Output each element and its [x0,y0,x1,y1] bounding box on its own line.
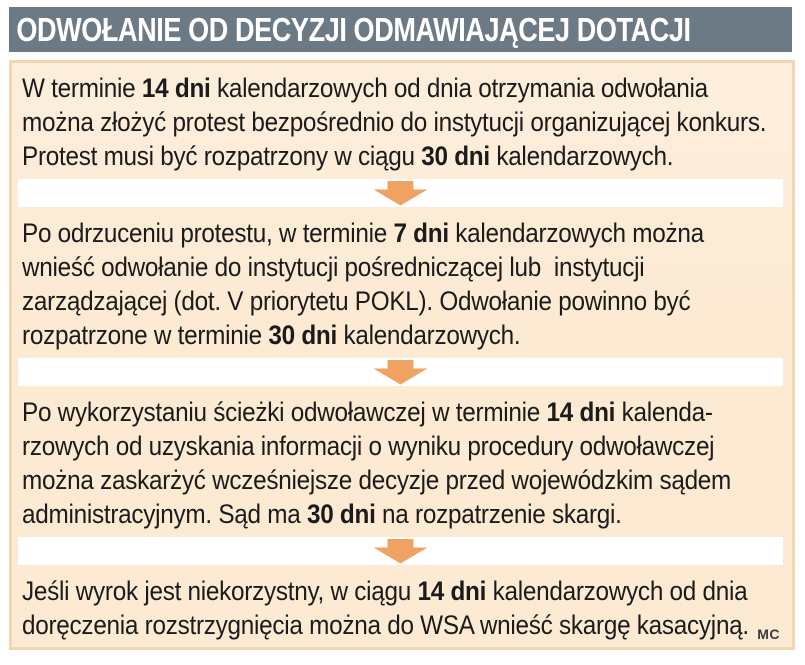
credit: MC [757,626,780,642]
flow-panel [9,60,795,650]
arrow-down-icon [374,360,428,385]
step-text: W terminie 14 dni kalendarzowych od dnia otrzymania odwołania można złożyć protest bezpośrednio do instytucji organizującej konkurs. Protest musi być rozpatrzony w ciągu 30 dni kalendarzowych. [22,73,767,171]
flow-steps [12,71,792,642]
arrow-down-icon [374,539,428,564]
step-separator [18,179,783,207]
step-text: Jeśli wyrok jest niekorzystny, w ciągu 14 dni kalendarzowych od dnia doręczenia rozstrzygnięcia można do WSA wnieść skargę kasacyjną. [22,576,749,640]
page-title: ODWOŁANIE OD DECYZJI ODMAWIAJĄCEJ DOTACJI [16,11,691,48]
header-bar [9,7,792,52]
step-separator [18,358,783,386]
step-text: Po odrzuceniu protestu, w terminie 7 dni kalendarzowych można wnieść odwołanie do instytucji pośredniczącej lub instytucji zarządzającej (dot. V priorytetu POKL). Odwołanie powinno być rozpatrzone w terminie 30 dni kalendarzowych. [22,218,704,350]
arrow-down-icon [374,181,428,206]
step-separator [18,537,783,565]
step-text: Po wykorzystaniu ścieżki odwoławczej w terminie 14 dni kalenda- rzowych od uzyskania informacji o wyniku procedury odwoławczej można zaskarżyć wcześniejsze decyzje przed wojewódzkim sądem administracyjnym. Sąd ma 30 dni na rozpatrzenie skargi. [22,397,732,529]
